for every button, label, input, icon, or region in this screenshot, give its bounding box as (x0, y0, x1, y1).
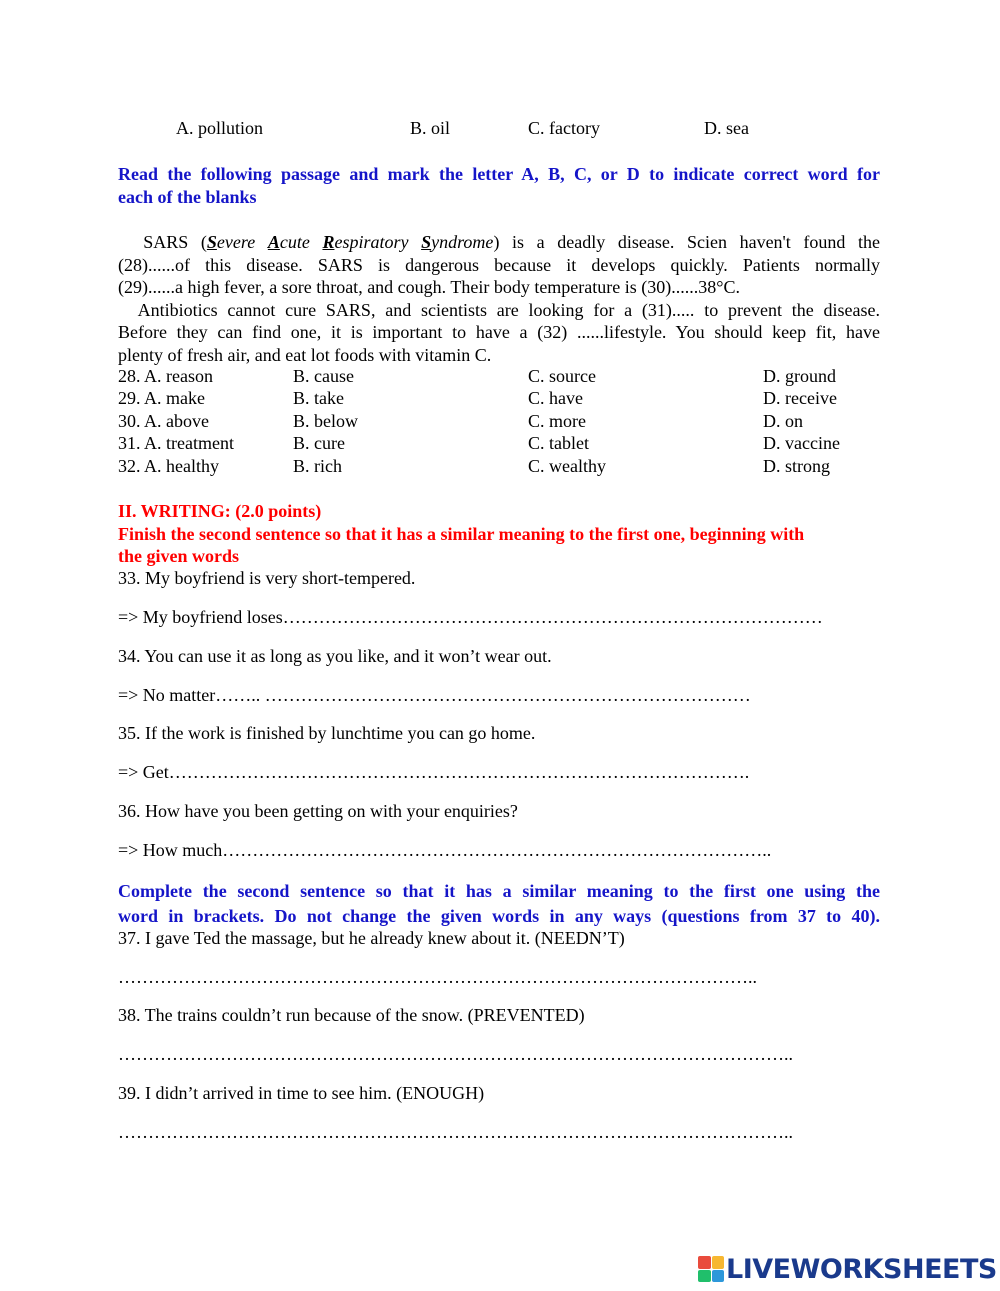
q27-option-c: C. factory (528, 118, 600, 138)
liveworksheets-logo-icon (698, 1256, 724, 1282)
answer-line-33[interactable]: => My boyfriend loses……………………………………………………………………………… (118, 607, 823, 627)
q27-option-b: B. oil (410, 118, 451, 138)
reading-instruction: Read the following passage and mark the letter A, B, C, or D to indicate correct word for each of the blanks (118, 164, 880, 207)
question-36: 36. How have you been getting on with your enquiries? (118, 801, 518, 821)
answer-line-39[interactable]: ………………………………………………………………………………………………….. (118, 1122, 793, 1142)
writing-instruction-line-2: the given words (118, 546, 239, 566)
answer-line-37[interactable]: …………………………………………………………………………………………….. (118, 967, 757, 987)
question-38: 38. The trains couldn’t run because of the snow. (PREVENTED) (118, 1005, 585, 1025)
q27-option-d: D. sea (704, 118, 749, 138)
question-33: 33. My boyfriend is very short-tempered. (118, 568, 416, 588)
question-39: 39. I didn’t arrived in time to see him. (ENOUGH) (118, 1083, 485, 1103)
reading-passage: SARS (Severe Acute Respiratory Syndrome) is a deadly disease. Scien haven't found the (28)......of this disease. SARS is dangerous because it develops quickly. Patients normally (29)......a high fever, a sore throat, and cough. Their body temperature is (30)......38°C. Antibiotics cannot cure SARS, and scientists are looking for a (31)..... to prevent the disease. Before they can find one, it is important to have a (32) ......lifestyle. You should keep fit, have plenty of fresh air, and eat lot foods with vitamin C. (118, 232, 881, 365)
question-row: 29. A. make B. take C. have D. receive (118, 388, 837, 408)
question-row: 28. A. reason B. cause C. source D. ground (118, 366, 836, 386)
question-35: 35. If the work is finished by lunchtime you can go home. (118, 723, 536, 743)
question-34: 34. You can use it as long as you like, and it won’t wear out. (118, 646, 552, 666)
writing-heading: II. WRITING: (2.0 points) (118, 501, 322, 521)
liveworksheets-logo[interactable] (698, 1254, 997, 1284)
passage-line-1: SARS (Severe Acute Respiratory Syndrome) is a deadly disease. Scien haven't found the (143, 232, 881, 252)
answer-line-36[interactable]: => How much……………………………………………………………………………….. (118, 840, 772, 860)
question-row: 30. A. above B. below C. more D. on (118, 411, 803, 431)
question-37: 37. I gave Ted the massage, but he already knew about it. (NEEDN’T) (118, 928, 625, 948)
q27-option-a: A. pollution (176, 118, 264, 138)
answer-line-35[interactable]: => Get……………………………………………………………………………………. (118, 762, 750, 782)
liveworksheets-logo-text: LIVEWORKSHEETS (726, 1253, 997, 1285)
question-row: 32. A. healthy B. rich C. wealthy D. strong (118, 456, 830, 476)
answer-line-38[interactable]: ………………………………………………………………………………………………….. (118, 1044, 793, 1064)
answer-line-34[interactable]: => No matter…….. ……………………………………………………………………… (118, 685, 751, 705)
writing-instruction-line-1: Finish the second sentence so that it has a similar meaning to the first one, beginning with (118, 524, 805, 544)
writing-instruction-2: Complete the second sentence so that it has a similar meaning to the first one using the word in brackets. Do not change the given words in any ways (questions from 37 to 40). (118, 881, 880, 926)
question-row: 31. A. treatment B. cure C. tablet D. vaccine (118, 433, 840, 453)
